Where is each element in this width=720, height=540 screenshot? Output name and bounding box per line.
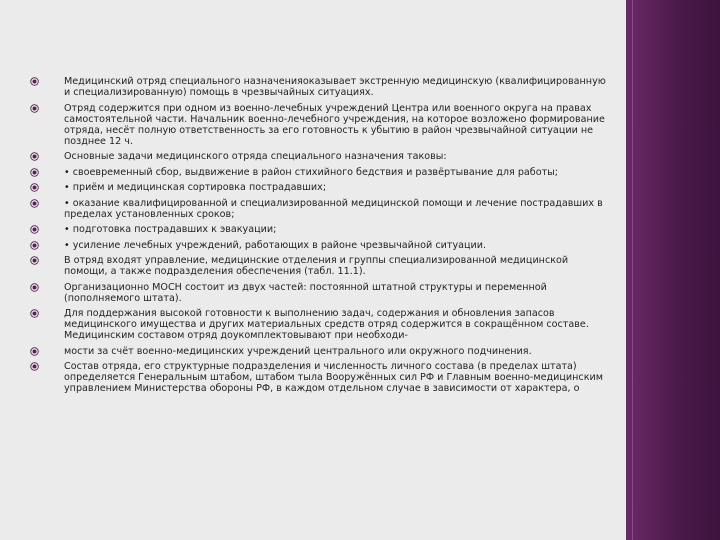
circle-bullet-icon <box>30 183 39 192</box>
bullet-item <box>30 167 610 178</box>
bullet-text: • своевременный сбор, выдвижение в район стихийного бедствия и развёртывание для работы; <box>64 166 558 178</box>
bullet-text: Основные задачи медицинского отряда специального назначения таковы: <box>64 151 447 162</box>
circle-bullet-icon <box>30 309 39 318</box>
bullet-text: Для поддержания высокой готовности к выполнению задач, содержания и обновления запасов медицинского имущества и других материальных средств отряд содержится в сокращённом составе. Медицинским составом отряд доукомплектовывают при необходи- <box>64 308 589 341</box>
bullet-text: Медицинский отряд специального назначенияоказывает экстренную медицинскую (квалифицированную и специализированную) помощь в чрезвычайных ситуациях. <box>64 76 606 98</box>
decorative-side-line <box>632 0 633 540</box>
circle-bullet-icon <box>30 362 39 371</box>
decorative-side-panel <box>626 0 720 540</box>
bullet-text: Состав отряда, его структурные подразделения и численность личного состава (в пределах штата) определяется Генеральным штабом, штабом тыла Вооружённых сил РФ и Главным военно-медицинским управлением Министерства обороны РФ, в каждом отдельном случае в зависимости от характера, о <box>64 361 603 394</box>
bullet-item <box>30 308 610 341</box>
bullet-text: мости за счёт военно-медицинских учреждений центрального или окружного подчинения. <box>64 345 532 357</box>
bullet-item <box>30 255 610 277</box>
circle-bullet-icon <box>30 199 39 208</box>
bullet-item <box>30 103 610 147</box>
bullet-text: • подготовка пострадавших к эвакуации; <box>64 224 277 235</box>
bullet-item <box>30 198 610 220</box>
bullet-text: В отряд входят управление, медицинские отделения и группы специализированной медицинской помощи, а также подразделения обеспечения (табл. 11.1). <box>64 255 569 277</box>
bullet-item <box>30 182 610 193</box>
bullet-item <box>30 282 610 304</box>
circle-bullet-icon <box>30 104 39 113</box>
bullet-list <box>30 76 610 399</box>
bullet-item <box>30 151 610 162</box>
bullet-text: • оказание квалифицированной и специализированной медицинской помощи и лечение пострадавших в пределах установленных сроков; <box>64 197 603 220</box>
circle-bullet-icon <box>30 168 39 177</box>
bullet-item <box>30 240 610 251</box>
bullet-item <box>30 346 610 357</box>
circle-bullet-icon <box>30 152 39 161</box>
circle-bullet-icon <box>30 347 39 356</box>
bullet-text: • усиление лечебных учреждений, работающих в районе чрезвычайной ситуации. <box>64 239 487 251</box>
bullet-text: Отряд содержится при одном из военно-лечебных учреждений Центра или военного округа на правах самостоятельной части. Начальник военно-лечебного учреждения, на которое возложено формирование отряда, несёт полную ответственность за его готовность к убытию в район чрезвычайной ситуации не позднее 12 ч. <box>64 102 605 147</box>
bullet-item <box>30 76 610 98</box>
circle-bullet-icon <box>30 256 39 265</box>
circle-bullet-icon <box>30 77 39 86</box>
circle-bullet-icon <box>30 225 39 234</box>
bullet-item <box>30 224 610 235</box>
circle-bullet-icon <box>30 283 39 292</box>
circle-bullet-icon <box>30 241 39 250</box>
bullet-text: • приём и медицинская сортировка пострадавших; <box>64 182 327 193</box>
bullet-item <box>30 361 610 394</box>
bullet-text: Организационно МОСН состоит из двух частей: постоянной штатной структуры и переменной (пополняемого штата). <box>64 281 547 304</box>
